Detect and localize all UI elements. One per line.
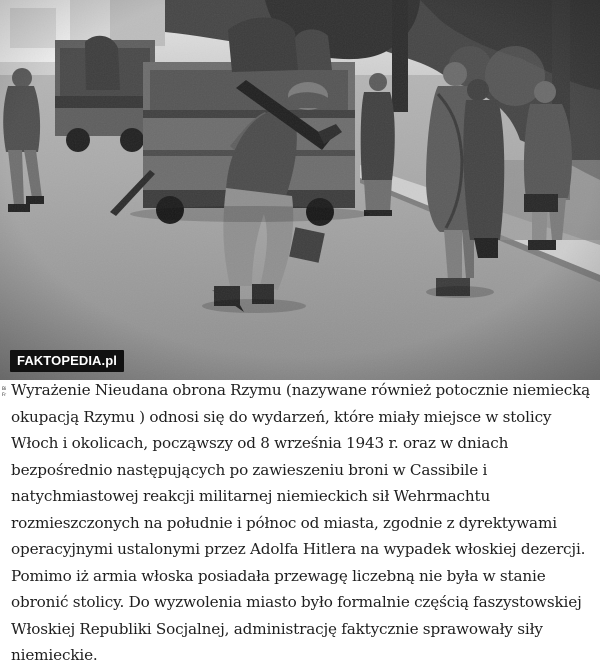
small-logo-icon (2, 385, 10, 397)
faktopedia-watermark: FAKTOPEDIA.pl (10, 350, 124, 372)
svg-text:Bi: Bi (2, 387, 7, 392)
caption-text: Wyrażenie Nieudana obrona Rzymu (nazywane również potocznie niemiecką okupacją Rzymu ) odnosi się do wydarzeń, które miały miejsce w stolicy Włoch i okolicach, począwszy od 8 września 1943 r. oraz w dniach bezpośrednio następujących po zawieszeniu broni w Cassibile i natychmiastowej reakcji militarnej niemieckich sił Wehrmachtu rozmieszczonych na południe i północ od miasta, zgodnie z dyrektywami operacyjnymi ustalonymi przez Adolfa Hitlera na wypadek włoskiej dezercji. Pomimo iż armia włoska posiadała przewagę liczebną nie była w stanie obronić stolicy. Do wyzwolenia miasto było formalnie częścią faszystowskiej Włoskiej Republiki Socjalnej, administrację faktycznie sprawowały siły niemieckie. (11, 381, 591, 664)
caption-block (0, 380, 600, 670)
svg-text:Fr: Fr (2, 393, 7, 397)
